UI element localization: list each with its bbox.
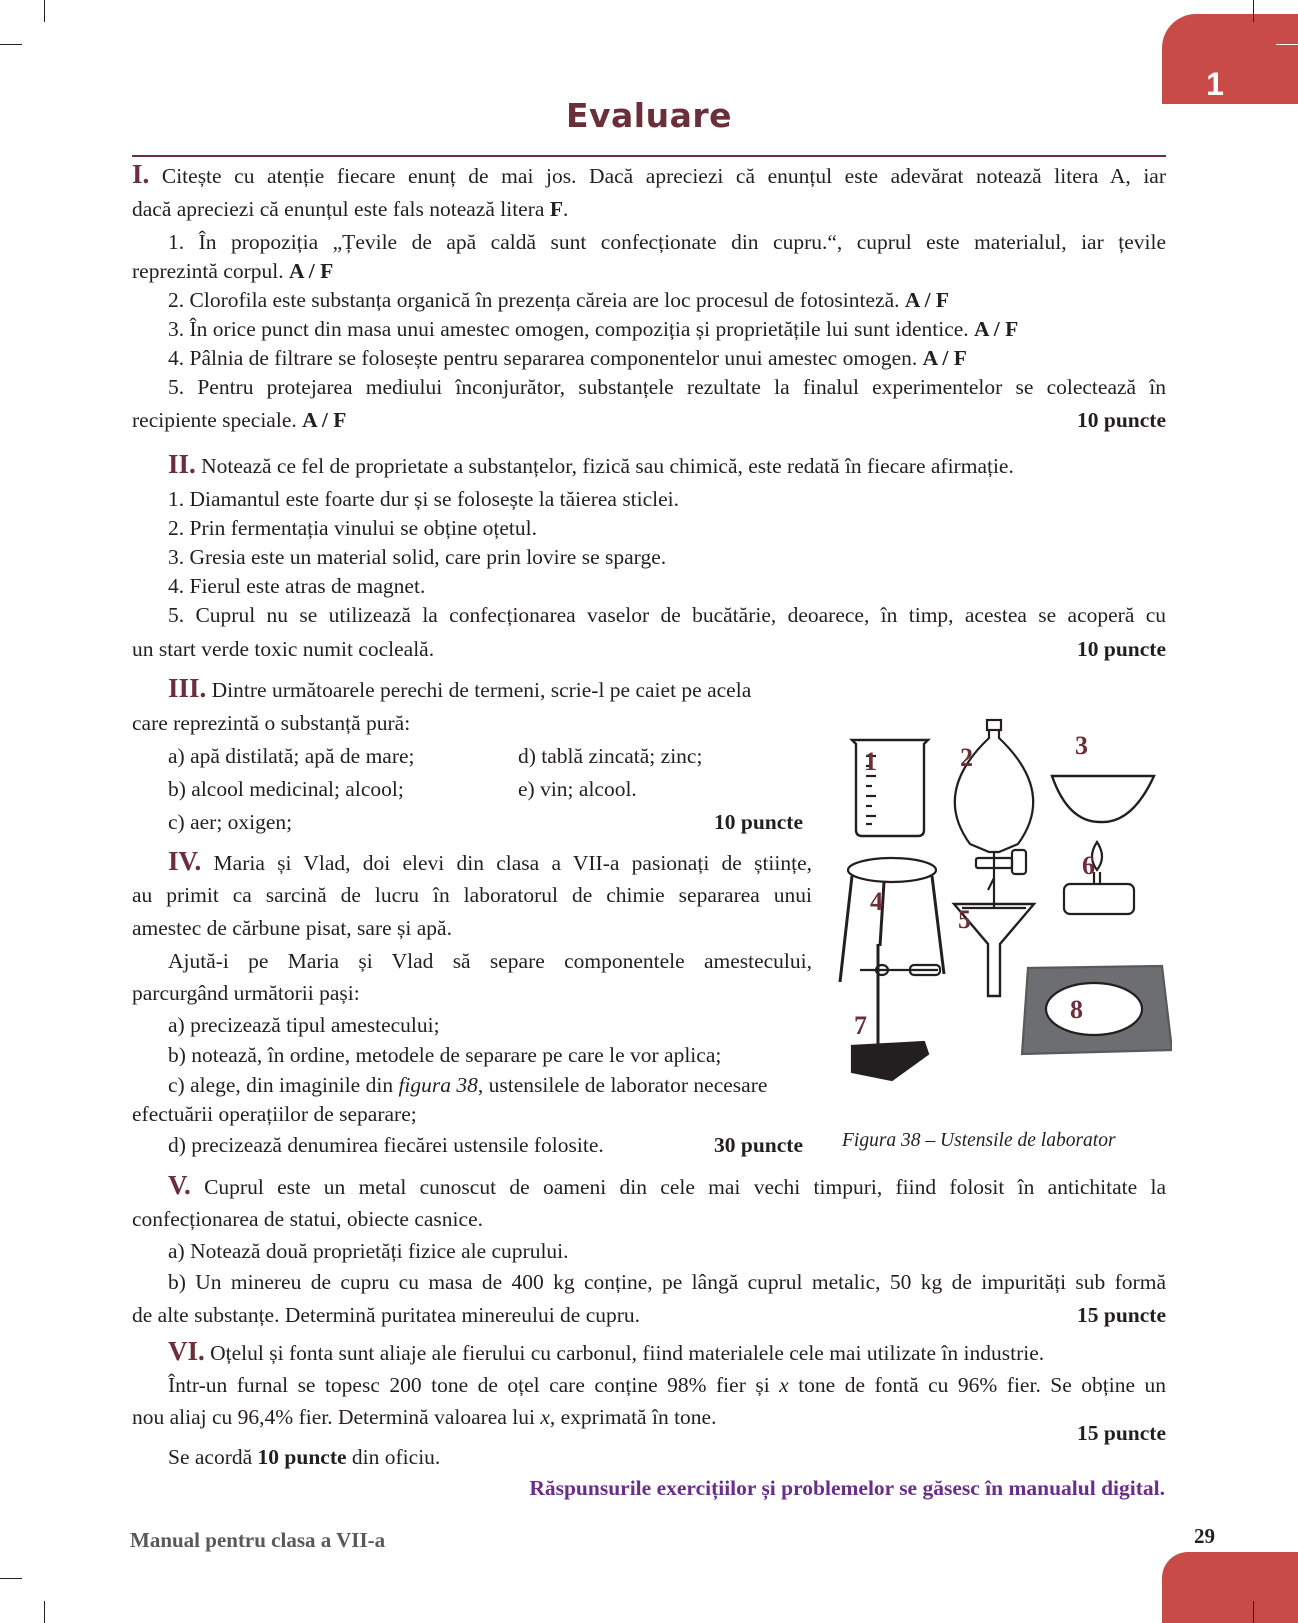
section3-points: 10 puncte (714, 810, 803, 834)
figure-label-5: 5 (958, 905, 971, 934)
section4-item-a: a) precizează tipul amestecului; (168, 1013, 440, 1037)
crop-mark (44, 1601, 45, 1623)
chapter-tab (1162, 14, 1298, 104)
section1-item3: 3. În orice punct din masa unui amestec omogen, compoziția și proprietățile lui sunt identice. A / F (168, 317, 1019, 341)
figure-label-6: 6 (1082, 851, 1095, 880)
section1-points: 10 puncte (1077, 408, 1166, 432)
page-title: Evaluare (565, 96, 733, 135)
section2-item4: 4. Fierul este atras de magnet. (168, 574, 426, 598)
section1-intro-line1: I. Citește cu atenție fiecare enunț de mai jos. Dacă apreciezi că enunțul este adevărat notează litera A, iar (132, 159, 1167, 189)
section5-item-a: a) Notează două proprietăți fizice ale cuprului. (168, 1239, 569, 1263)
section3-option-e: e) vin; alcool. (518, 777, 637, 801)
wire-gauze-icon (1022, 966, 1172, 1054)
section5-line2: confecționarea de statui, obiecte casnice. (132, 1207, 483, 1231)
evaporating-dish-icon (1052, 776, 1154, 822)
section3-intro-line2: care reprezintă o substanță pură: (132, 711, 411, 735)
section4-line4: Ajută-i pe Maria și Vlad să separe componentele amestecului, (168, 949, 812, 973)
figure-label-7: 7 (854, 1011, 867, 1040)
section1-item5-line1: 5. Pentru protejarea mediului înconjurător, substanțele rezultate la finalul experimentelor se colectează în (168, 375, 1166, 399)
section4-line1: IV. Maria și Vlad, doi elevi din clasa a VII-a pasionați de științe, (168, 846, 813, 876)
figure-label-3: 3 (1075, 731, 1088, 760)
section6-line2: Într-un furnal se topesc 200 tone de oțel care conține 98% fier și x tone de fontă cu 96% fier. Se obține un (168, 1373, 1167, 1397)
section4-item-d: d) precizează denumirea fiecărei ustensile folosite. (168, 1133, 604, 1157)
figure-label-1: 1 (864, 747, 877, 776)
chapter-number: 1 (1206, 66, 1224, 102)
section2-item5-line2: un start verde toxic numit cocleală. (132, 637, 435, 661)
section2-intro: II. Notează ce fel de proprietate a substanțelor, fizică sau chimică, este redată în fiecare afirmație. (168, 449, 1014, 479)
section-numeral: I. (132, 159, 150, 189)
section1-intro-line2: dacă apreciezi că enunțul este fals notează litera F. (132, 197, 569, 221)
section2-item3: 3. Gresia este un material solid, care prin lovire se sparge. (168, 545, 667, 569)
section5-line1: V. Cuprul este un metal cunoscut de oameni din cele mai vechi timpuri, fiind folosit în antichitate la (168, 1170, 1166, 1200)
tripod-stand-icon (840, 858, 944, 982)
answers-note: Răspunsurile exercițiilor și problemelor se găsesc în manualul digital. (529, 1476, 1165, 1500)
title-divider (132, 155, 1166, 157)
section3-intro-line1: III. Dintre următoarele perechi de termeni, scrie-l pe caiet pe acela (168, 673, 752, 703)
section4-points: 30 puncte (714, 1133, 803, 1157)
figure-label-2: 2 (960, 743, 973, 772)
crop-mark (0, 44, 22, 45)
section4-line3: amestec de cărbune pisat, sare și apă. (132, 916, 452, 940)
section2-item2: 2. Prin fermentația vinului se obține oțetul. (168, 516, 538, 540)
section1-item2: 2. Clorofila este substanța organică în prezența căreia are loc procesul de fotosinteză. A / F (168, 288, 950, 312)
section3-option-a: a) apă distilată; apă de mare; (168, 744, 415, 768)
section3-option-b: b) alcool medicinal; alcool; (168, 777, 404, 801)
page-number: 29 (1194, 1524, 1215, 1548)
section3-option-d: d) tablă zincată; zinc; (518, 744, 703, 768)
figure-label-8: 8 (1070, 995, 1083, 1024)
crop-mark (0, 1578, 22, 1579)
crop-mark (1276, 44, 1298, 45)
section2-item5-line1: 5. Cuprul nu se utilizează la confecționarea vaselor de bucătărie, deoarece, în timp, acestea se acoperă cu (168, 603, 1166, 627)
section6-points: 15 puncte (1077, 1421, 1166, 1445)
spirit-lamp-icon (1064, 842, 1134, 914)
section2-item1: 1. Diamantul este foarte dur și se folosește la tăierea sticlei. (168, 487, 680, 511)
section4-item-c-line2: efectuării operațiilor de separare; (132, 1102, 417, 1126)
figure-label-4: 4 (870, 887, 883, 916)
footer-text: Manual pentru clasa a VII-a (130, 1528, 386, 1552)
lab-equipment-figure (832, 712, 1172, 1112)
figure-caption: Figura 38 – Ustensile de laborator (842, 1130, 1116, 1151)
section1-item5-line2: recipiente speciale. A / F (132, 408, 347, 432)
section4-line2: au primit ca sarcină de lucru în laboratorul de chimie separarea unui (132, 883, 812, 907)
section4-line5: parcurgând următorii pași: (132, 981, 360, 1005)
section2-points: 10 puncte (1077, 637, 1166, 661)
section6-line1: VI. Oțelul și fonta sunt aliaje ale fierului cu carbonul, fiind materialele cele mai utilizate în industrie. (168, 1336, 1045, 1366)
section5-points: 15 puncte (1077, 1303, 1166, 1327)
section5-item-b-line1: b) Un minereu de cupru cu masa de 400 kg conține, pe lângă cuprul metalic, 50 kg de impurități sub formă (168, 1270, 1166, 1294)
section6-line3: nou aliaj cu 96,4% fier. Determină valoarea lui x, exprimată în tone. (132, 1405, 717, 1429)
crop-mark (44, 0, 45, 22)
section4-item-b: b) notează, în ordine, metodele de separare pe care le vor aplica; (168, 1043, 722, 1067)
crop-mark (1253, 0, 1254, 22)
section4-item-c-line1: c) alege, din imaginile din figura 38, ustensilele de laborator necesare (168, 1073, 768, 1097)
section1-item1-line2: reprezintă corpul. A / F (132, 259, 334, 283)
section1-item4: 4. Pâlnia de filtrare se folosește pentru separarea componentelor unui amestec omogen. A / F (168, 346, 967, 370)
footer-tab (1162, 1552, 1298, 1623)
crop-mark (1253, 1601, 1254, 1623)
section5-item-b-line2: de alte substanțe. Determină puritatea minereului de cupru. (132, 1303, 641, 1327)
section3-option-c: c) aer; oxigen; (168, 810, 293, 834)
bonus-points-note: Se acordă 10 puncte din oficiu. (168, 1445, 441, 1469)
section1-item1-line1: 1. În propoziția „Țevile de apă caldă sunt confecționate din cupru.“, cuprul este materialul, iar țevile (168, 230, 1166, 254)
